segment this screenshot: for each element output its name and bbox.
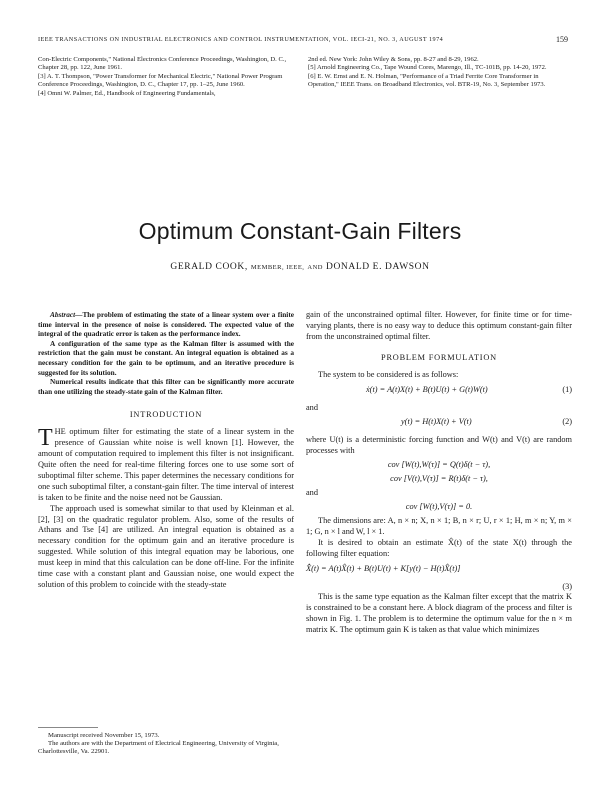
body-paragraph: The dimensions are: A, n × n; X, n × 1; B, n × r; U, r × 1; H, m × n; Y, m × 1; G, n × l and W, l × 1. bbox=[306, 515, 572, 536]
body-paragraph: HE optimum filter for estimating the state of a linear system in the presence of Gaussian white noise is well known [1]. However, the amount of computation required to implement this filter is not insignificant. Quite often the need for real-time filtering forces one to use some sort of suboptimal filter scheme. This paper determines the necessary conditions for one such suboptimal filter, a constant-gain filter. The time interval of interest is taken to be finite and the noise need not be Gaussian. bbox=[38, 427, 294, 502]
body-paragraph: This is the same type equation as the Kalman filter except that the matrix K is constrained to be a constant here. A block diagram of the process and filter is shown in Fig. 1. The problem is to determine the optimum value for the n × m matrix K. The optimum gain K is taken as that value which minimizes bbox=[306, 592, 572, 635]
reference-item: Con-Electric Components," National Electronics Conference Proceedings, Washington, D. C., Chapter 28, pp. 122, June 1961. bbox=[38, 56, 287, 72]
equation-number: (3) bbox=[562, 581, 572, 591]
equation-2 bbox=[306, 413, 572, 435]
reference-item: 2nd ed. New York: John Wiley & Sons, pp. 8-27 and 8-29, 1962. bbox=[308, 56, 479, 63]
body-paragraph: where U(t) is a deterministic forcing function and W(t) and V(t) are random processes with bbox=[306, 435, 572, 456]
abstract bbox=[38, 310, 294, 396]
abstract-paragraph: —The problem of estimating the state of a linear system over a finite time interval in the presence of noise is considered. The expected value of the integral of the quadratic error is taken as the performance index. bbox=[38, 310, 294, 339]
author-name: GERALD COOK, bbox=[170, 262, 248, 272]
drop-cap: T bbox=[38, 425, 53, 452]
author-grade: MEMBER, IEEE, bbox=[250, 264, 305, 271]
covariance-equation: cov [V(t),V(τ)] = R(t)δ(t − τ), bbox=[390, 474, 488, 484]
equation-1 bbox=[306, 381, 572, 403]
equation-3 bbox=[306, 560, 572, 582]
running-head bbox=[38, 36, 568, 43]
author-conjunction: AND bbox=[307, 264, 324, 271]
covariance-equation: cov [W(t),W(τ)] = Q(t)δ(t − τ), bbox=[387, 460, 491, 470]
body-text: and bbox=[306, 488, 318, 498]
paper-title: Optimum Constant-Gain Filters bbox=[138, 218, 462, 244]
body-text: and bbox=[306, 402, 318, 412]
body-paragraph: It is desired to obtain an estimate X̂(t) of the state X(t) through the following filter equation: bbox=[306, 537, 572, 558]
references-right bbox=[308, 56, 570, 90]
footnote-rule bbox=[38, 727, 98, 728]
reference-item: [5] Arnold Engineering Co., Tape Wound Cores, Marengo, Ill., TC-101B, pp. 14-20, 1972. bbox=[308, 64, 547, 72]
references-left bbox=[38, 56, 300, 98]
covariance-equation: cov [W(t),V(τ)] = 0. bbox=[405, 501, 473, 511]
equation-number: (2) bbox=[562, 417, 572, 427]
body-paragraph: The system to be considered is as follows: bbox=[318, 369, 459, 379]
abstract-paragraph: Numerical results indicate that this filter can be significantly more accurate than one utilizing the steady-state gain of the Kalman filter. bbox=[38, 377, 294, 396]
author-name: DONALD E. DAWSON bbox=[326, 262, 430, 272]
equation-number: (1) bbox=[562, 384, 572, 394]
reference-item: [3] A. T. Thompson, "Power Transformer for Mechanical Electric," National Power Program Conference Proceedings, Washington, D. C., Chapter 17, pp. 1–25, June 1960. bbox=[38, 72, 283, 89]
reference-item: [6] E. W. Ernst and E. N. Holman, "Performance of a Triad Ferrite Core Transformer in Operation," IEEE Trans. on Broadband Electronics, vol. BTR-19, No. 3, September 1973. bbox=[308, 72, 546, 89]
footnote-affiliation: The authors are with the Department of Electrical Engineering, University of Virginia, Charlottesville, Va. 22901. bbox=[38, 740, 279, 755]
footnote bbox=[38, 727, 294, 756]
equation-body: ẋ(t) = A(t)X(t) + B(t)U(t) + G(t)W(t) bbox=[366, 384, 488, 394]
author-line bbox=[0, 262, 600, 272]
equation-body: X̂̇(t) = A(t)X̂(t) + B(t)U(t) + K[y(t) − H(t)X̂(t)] bbox=[306, 563, 461, 573]
section-heading: PROBLEM FORMULATION bbox=[381, 352, 497, 362]
section-heading: INTRODUCTION bbox=[129, 410, 203, 420]
left-column bbox=[38, 310, 294, 591]
right-column bbox=[306, 310, 572, 636]
abstract-paragraph: A configuration of the same type as the Kalman filter is assumed with the restriction that the gain must be constant. An integral equation is obtained as a necessary condition for the gain to be optimum, and an iterative procedure is suggested for its solution. bbox=[38, 338, 294, 377]
abstract-lead: Abstract bbox=[50, 310, 76, 319]
equation-body: y(t) = H(t)X(t) + V(t) bbox=[401, 417, 472, 427]
journal-header: IEEE TRANSACTIONS ON INDUSTRIAL ELECTRONICS AND CONTROL INSTRUMENTATION, VOL. IECI-21, NO. 3, AUGUST 1974 bbox=[38, 36, 444, 43]
reference-item: [4] Omni W. Palmer, Ed., Handbook of Engineering Fundamentals, bbox=[38, 89, 216, 97]
body-paragraph: gain of the unconstrained optimal filter. However, for finite time or for time-varying plants, there is no easy way to deduce this optimum constant-gain filter from the unconstrained optimal filter. bbox=[306, 310, 572, 341]
body-paragraph: The approach used is somewhat similar to that used by Kleinman et al. [2], [3] on the quadratic regulator problem. Also, some of the results of Athans and Tse [4] are utilized. An integral equation is obtained as a necessary condition for the optimum gain and an iterative procedure is suggested. While solution of this integral equation may be laborious, one must keep in mind that this calculation can be done off-line. For the infinite time case with a constant plant and Gaussian noise, one would expect the solution of this problem to coincide with the steady-state bbox=[38, 503, 294, 589]
footnote-received: Manuscript received November 15, 1973. bbox=[48, 732, 160, 739]
page-number: 159 bbox=[556, 35, 568, 44]
